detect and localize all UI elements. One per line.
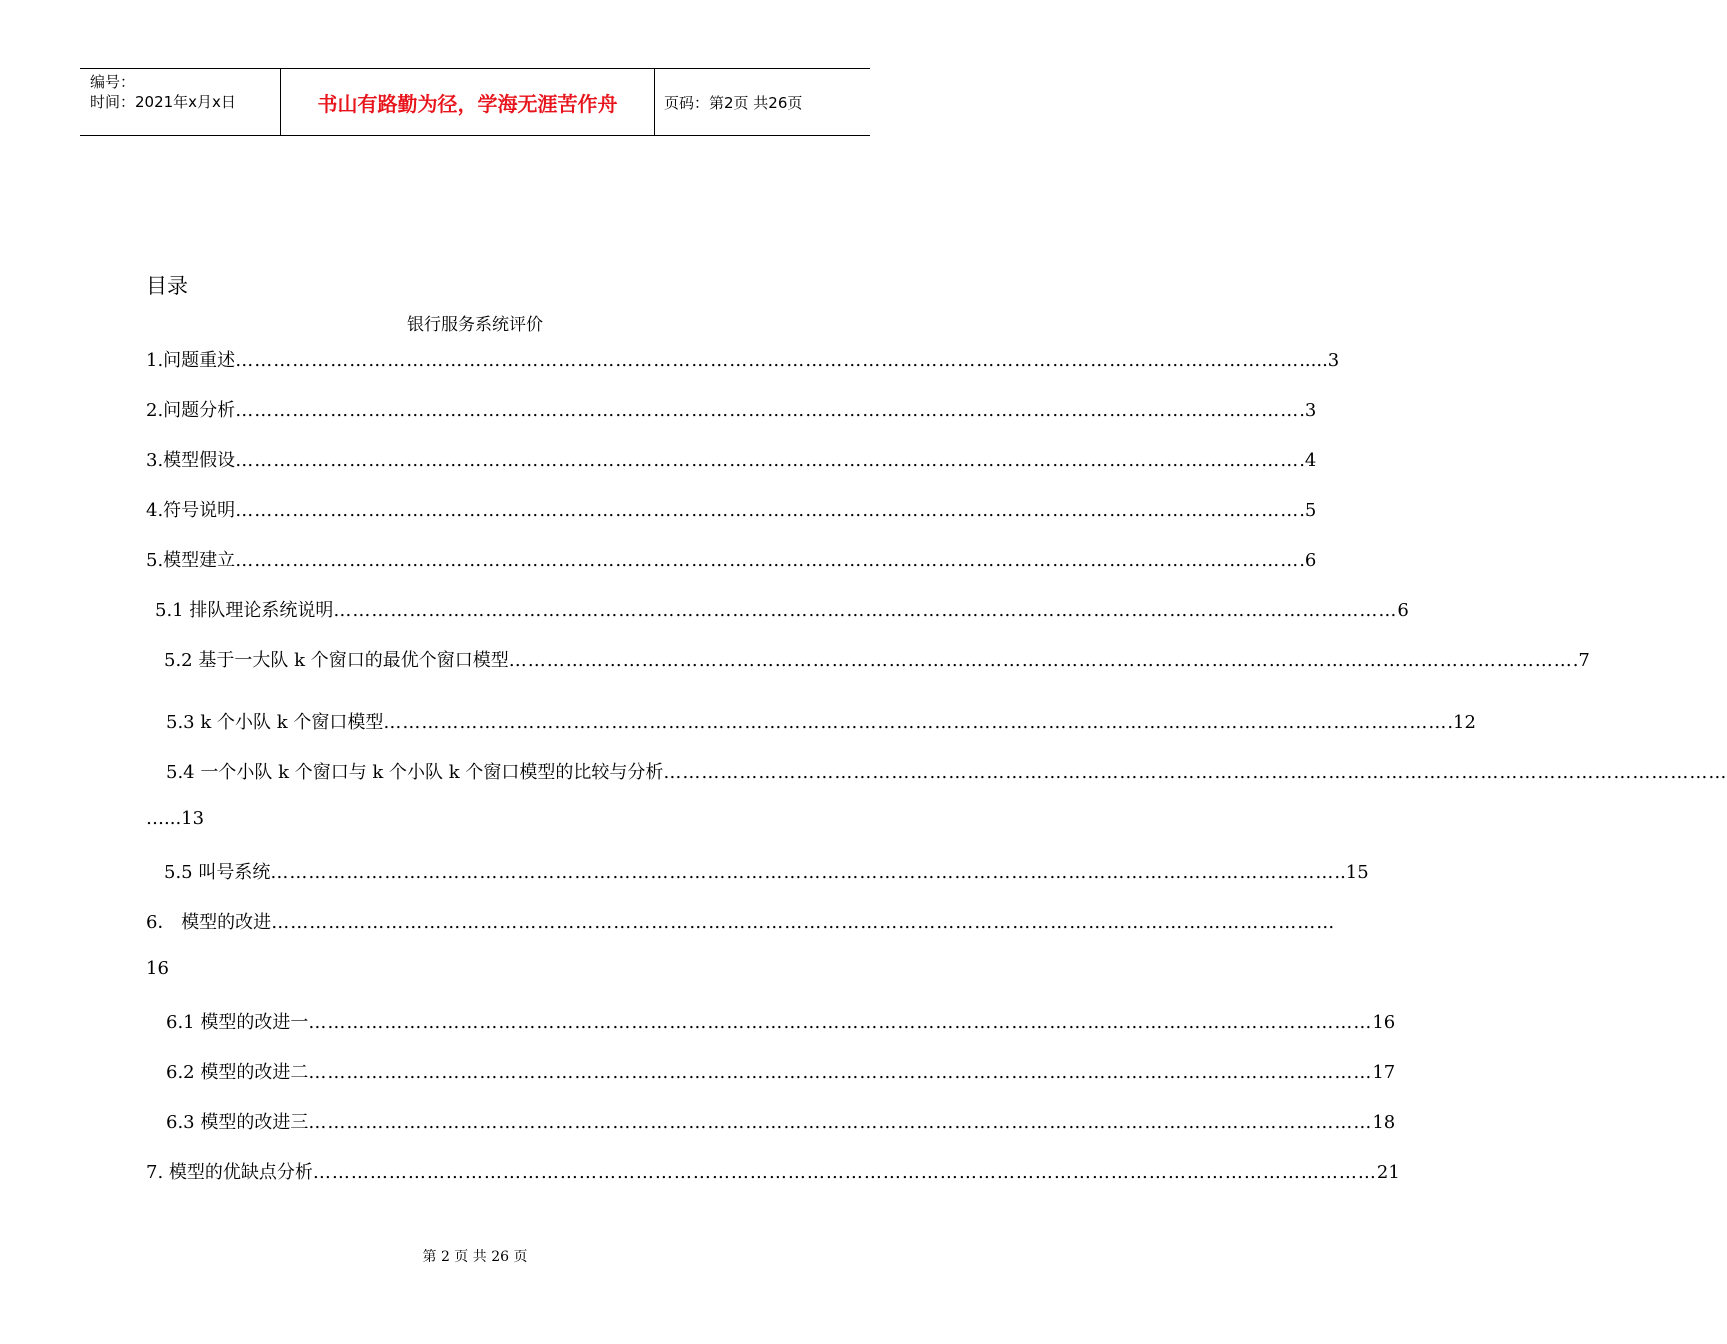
toc-entry-label: 3.模型假设 <box>146 450 236 471</box>
toc-entry-label: 6.3 模型的改进三 <box>166 1112 309 1133</box>
toc-entry[interactable] <box>146 346 1340 372</box>
dot-leader: …………………………………………………………………………………………………………………………………………………… <box>235 500 1300 521</box>
toc-entry-page: 6 <box>1397 600 1409 621</box>
dot-leader: …………………………………………………………………………………………………………………………………………………… <box>235 350 1300 371</box>
toc-entry-page: 21 <box>1376 1162 1400 1183</box>
toc-entry-label: 6． 模型的改进 <box>146 912 272 933</box>
toc-entry[interactable] <box>166 1108 1396 1134</box>
dot-leader: …………………………………………………………………………………………………………………………………………………… <box>663 762 1727 783</box>
toc-entry-label: 5.2 基于一大队 k 个窗口的最优个窗口模型 <box>164 650 509 671</box>
toc-entry-label: 7. 模型的优缺点分析 <box>146 1162 313 1183</box>
toc-entry-page: 16 <box>1372 1012 1396 1033</box>
toc-entry-label: 5.3 k 个小队 k 个窗口模型 <box>166 712 384 733</box>
serial-label: 编号： <box>90 73 136 91</box>
toc-entry-label: 5.5 叫号系统 <box>164 862 271 883</box>
toc-heading: 目录 <box>146 274 188 298</box>
header-motto: 书山有路勤为径，学海无涯苦作舟 <box>281 69 655 135</box>
page-footer: 第 2 页 共 26 页 <box>422 1249 528 1265</box>
toc-entry-page: .12 <box>1447 712 1476 733</box>
toc-entry[interactable] <box>146 396 1317 422</box>
toc-entry-continuation: …...13 <box>146 808 205 829</box>
toc-entry-page: .7 <box>1572 650 1590 671</box>
dot-leader: …………………………………………………………………………………………………………………………………………………… <box>308 1112 1373 1133</box>
toc-entry[interactable] <box>146 1158 1400 1184</box>
dot-leader: …………………………………………………………………………………………………………………………………………………… <box>308 1062 1373 1083</box>
toc-entry[interactable] <box>155 596 1409 622</box>
toc-entry-label: 5.模型建立 <box>146 550 236 571</box>
dot-leader: …………………………………………………………………………………………………………………………………………………… <box>271 912 1336 933</box>
toc-entry-page: 18 <box>1372 1112 1396 1133</box>
toc-entry[interactable] <box>146 908 1336 934</box>
date-label: 时间：2021年x月x日 <box>90 93 236 111</box>
header-meta-cell <box>80 69 281 135</box>
toc-entry-label: 5.4 一个小队 k 个窗口与 k 个小队 k 个窗口模型的比较与分析 <box>166 762 664 783</box>
toc-entry-page: .3 <box>1299 400 1317 421</box>
toc-entry-label: 6.1 模型的改进一 <box>166 1012 309 1033</box>
toc-entry[interactable] <box>166 1058 1396 1084</box>
dot-leader: …………………………………………………………………………………………………………………………………………………… <box>383 712 1448 733</box>
header-page-info: 页码：第2页 共26页 <box>664 93 803 112</box>
dot-leader: …………………………………………………………………………………………………………………………………………………… <box>308 1012 1373 1033</box>
toc-entry-page: 17 <box>1372 1062 1396 1083</box>
toc-entry[interactable] <box>166 708 1476 734</box>
toc-entry[interactable] <box>146 446 1317 472</box>
toc-entry-label: 6.2 模型的改进二 <box>166 1062 309 1083</box>
toc-entry-label: 1.问题重述 <box>146 350 236 371</box>
toc-entry-label: 4.符号说明 <box>146 500 236 521</box>
toc-entry-page: .....3 <box>1299 350 1340 371</box>
header-table <box>80 68 870 136</box>
toc-entry[interactable] <box>166 758 1727 784</box>
dot-leader: …………………………………………………………………………………………………………………………………………………… <box>333 600 1398 621</box>
toc-entry-page: .5 <box>1299 500 1317 521</box>
toc-entry-page: ..15 <box>1334 862 1369 883</box>
toc-entry[interactable] <box>164 646 1590 672</box>
toc-entry[interactable] <box>164 858 1369 884</box>
toc-entry-page: .4 <box>1299 450 1317 471</box>
toc-entry-page: .6 <box>1299 550 1317 571</box>
toc-entry-continuation: 16 <box>146 958 169 979</box>
dot-leader: …………………………………………………………………………………………………………………………………………………… <box>235 550 1300 571</box>
dot-leader: …………………………………………………………………………………………………………………………………………………… <box>235 450 1300 471</box>
toc-entry[interactable] <box>166 1008 1396 1034</box>
toc-entry-label: 2.问题分析 <box>146 400 236 421</box>
dot-leader: …………………………………………………………………………………………………………………………………………………… <box>508 650 1573 671</box>
dot-leader: …………………………………………………………………………………………………………………………………………………… <box>235 400 1300 421</box>
toc-entry[interactable] <box>146 496 1317 522</box>
toc-entry-label: 5.1 排队理论系统说明 <box>155 600 334 621</box>
toc-entry[interactable] <box>146 546 1317 572</box>
dot-leader: …………………………………………………………………………………………………………………………………………………… <box>312 1162 1377 1183</box>
dot-leader: …………………………………………………………………………………………………………………………………………………… <box>270 862 1335 883</box>
document-title: 银行服务系统评价 <box>407 315 543 335</box>
